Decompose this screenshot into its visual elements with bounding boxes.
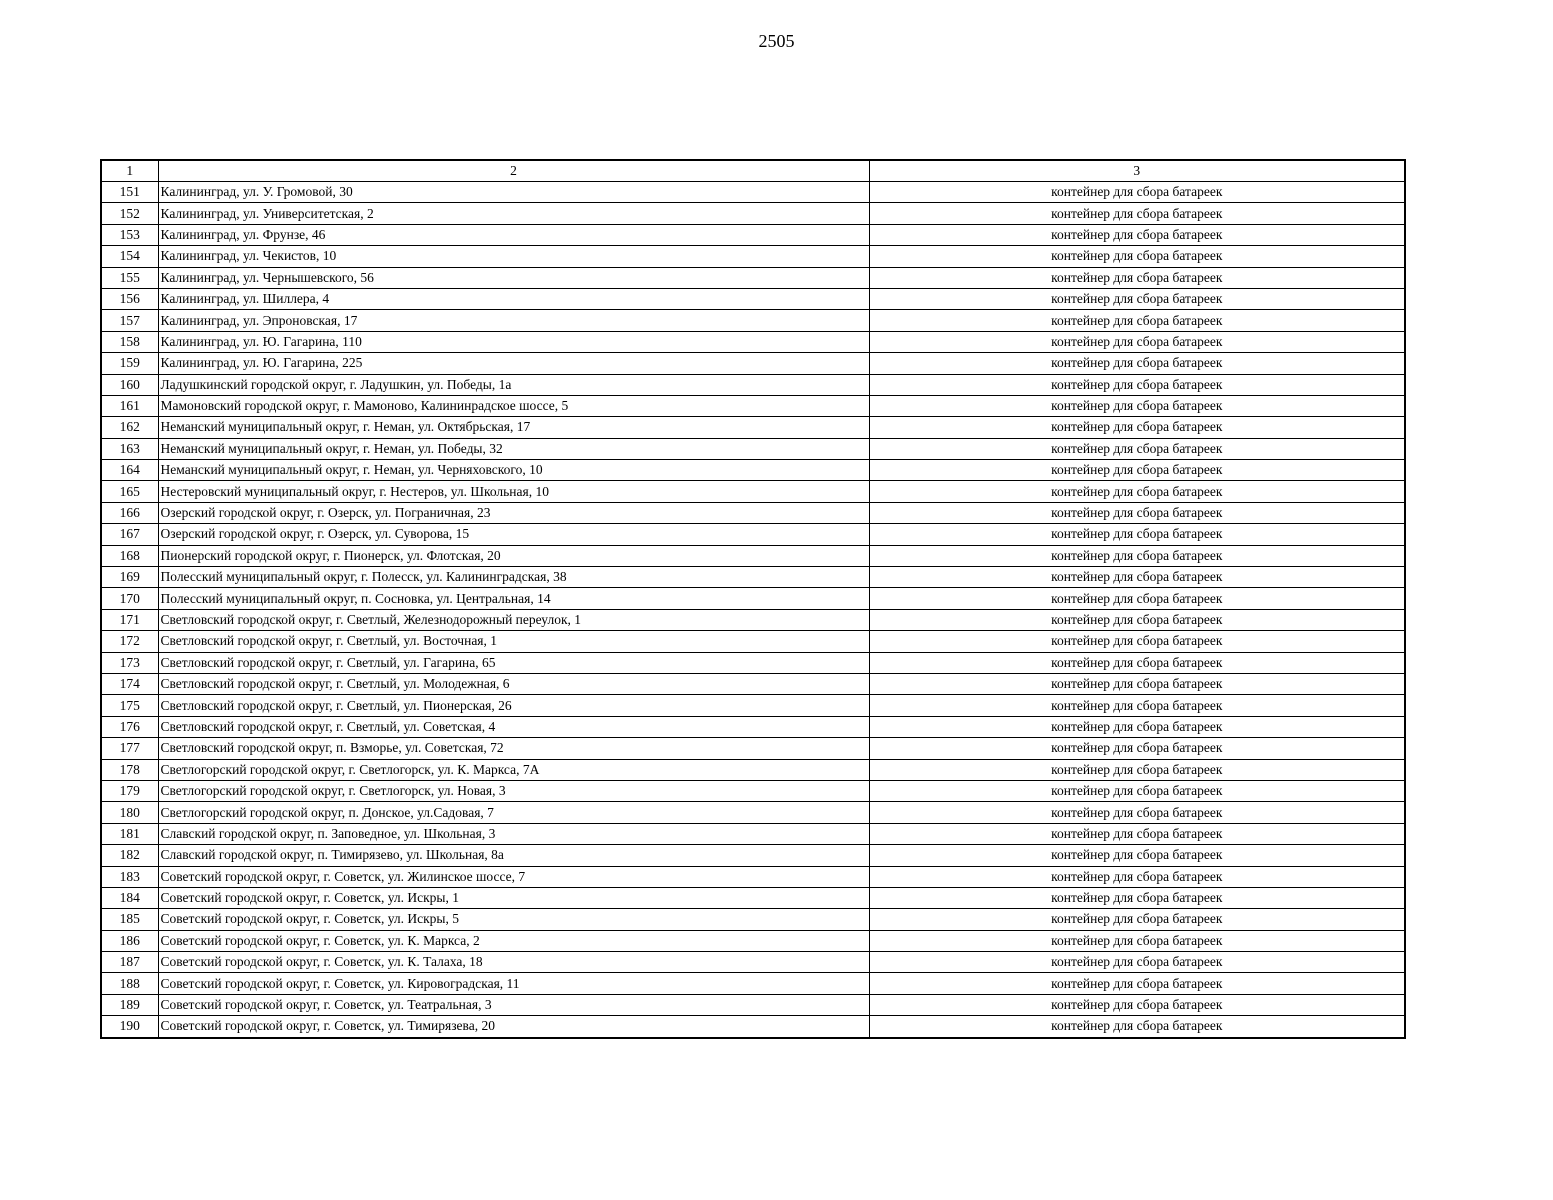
table-row	[101, 288, 1405, 309]
address-cell: Пионерский городской округ, г. Пионерск, ул. Флотская, 20	[158, 545, 869, 566]
column-number-1: 1	[101, 160, 158, 182]
item-type-cell: контейнер для сбора батареек	[869, 759, 1405, 780]
item-type-cell: контейнер для сбора батареек	[869, 460, 1405, 481]
address-cell: Калининград, ул. Эпроновская, 17	[158, 310, 869, 331]
row-number-cell: 182	[101, 845, 158, 866]
item-type-cell: контейнер для сбора батареек	[869, 845, 1405, 866]
table-row	[101, 374, 1405, 395]
table-row	[101, 952, 1405, 973]
row-number-cell: 168	[101, 545, 158, 566]
row-number-cell: 178	[101, 759, 158, 780]
row-number-cell: 169	[101, 567, 158, 588]
address-cell: Неманский муниципальный округ, г. Неман, ул. Черняховского, 10	[158, 460, 869, 481]
item-type-cell: контейнер для сбора батареек	[869, 588, 1405, 609]
table-row	[101, 246, 1405, 267]
row-number-cell: 177	[101, 738, 158, 759]
item-type-cell: контейнер для сбора батареек	[869, 524, 1405, 545]
address-cell: Светловский городской округ, г. Светлый, ул. Молодежная, 6	[158, 673, 869, 694]
row-number-cell: 184	[101, 887, 158, 908]
table-row	[101, 1016, 1405, 1038]
row-number-cell: 190	[101, 1016, 158, 1038]
row-number-cell: 167	[101, 524, 158, 545]
address-cell: Калининград, ул. Чернышевского, 56	[158, 267, 869, 288]
address-cell: Мамоновский городской округ, г. Мамоново, Калининрадское шоссе, 5	[158, 395, 869, 416]
row-number-cell: 186	[101, 930, 158, 951]
row-number-cell: 156	[101, 288, 158, 309]
address-cell: Озерский городской округ, г. Озерск, ул. Суворова, 15	[158, 524, 869, 545]
item-type-cell: контейнер для сбора батареек	[869, 887, 1405, 908]
item-type-cell: контейнер для сбора батареек	[869, 545, 1405, 566]
item-type-cell: контейнер для сбора батареек	[869, 417, 1405, 438]
address-cell: Неманский муниципальный округ, г. Неман, ул. Победы, 32	[158, 438, 869, 459]
address-cell: Полесский муниципальный округ, п. Сосновка, ул. Центральная, 14	[158, 588, 869, 609]
row-number-cell: 179	[101, 780, 158, 801]
row-number-cell: 163	[101, 438, 158, 459]
table-row	[101, 353, 1405, 374]
table-row	[101, 930, 1405, 951]
row-number-cell: 188	[101, 973, 158, 994]
item-type-cell: контейнер для сбора батареек	[869, 502, 1405, 523]
row-number-cell: 162	[101, 417, 158, 438]
item-type-cell: контейнер для сбора батареек	[869, 738, 1405, 759]
item-type-cell: контейнер для сбора батареек	[869, 780, 1405, 801]
item-type-cell: контейнер для сбора батареек	[869, 823, 1405, 844]
address-cell: Калининград, ул. Ю. Гагарина, 110	[158, 331, 869, 352]
address-cell: Советский городской округ, г. Советск, ул. Искры, 1	[158, 887, 869, 908]
table-row	[101, 203, 1405, 224]
address-cell: Светловский городской округ, г. Светлый, ул. Пионерская, 26	[158, 695, 869, 716]
row-number-cell: 181	[101, 823, 158, 844]
item-type-cell: контейнер для сбора батареек	[869, 331, 1405, 352]
row-number-cell: 176	[101, 716, 158, 737]
item-type-cell: контейнер для сбора батареек	[869, 182, 1405, 203]
address-cell: Славский городской округ, п. Тимирязево, ул. Школьная, 8а	[158, 845, 869, 866]
address-cell: Светловский городской округ, г. Светлый, ул. Восточная, 1	[158, 631, 869, 652]
item-type-cell: контейнер для сбора батареек	[869, 695, 1405, 716]
item-type-cell: контейнер для сбора батареек	[869, 930, 1405, 951]
item-type-cell: контейнер для сбора батареек	[869, 310, 1405, 331]
column-number-row	[101, 160, 1405, 182]
address-cell: Калининград, ул. Фрунзе, 46	[158, 224, 869, 245]
item-type-cell: контейнер для сбора батареек	[869, 438, 1405, 459]
table-row	[101, 823, 1405, 844]
table-row	[101, 438, 1405, 459]
address-cell: Светловский городской округ, п. Взморье, ул. Советская, 72	[158, 738, 869, 759]
column-number-3: 3	[869, 160, 1405, 182]
row-number-cell: 185	[101, 909, 158, 930]
address-cell: Калининград, ул. Университетская, 2	[158, 203, 869, 224]
item-type-cell: контейнер для сбора батареек	[869, 609, 1405, 630]
item-type-cell: контейнер для сбора батареек	[869, 203, 1405, 224]
table-row	[101, 845, 1405, 866]
address-cell: Советский городской округ, г. Советск, ул. К. Маркса, 2	[158, 930, 869, 951]
address-cell: Светлогорский городской округ, п. Донское, ул.Садовая, 7	[158, 802, 869, 823]
address-cell: Калининград, ул. Шиллера, 4	[158, 288, 869, 309]
item-type-cell: контейнер для сбора батареек	[869, 481, 1405, 502]
item-type-cell: контейнер для сбора батареек	[869, 224, 1405, 245]
address-cell: Советский городской округ, г. Советск, ул. Кировоградская, 11	[158, 973, 869, 994]
address-cell: Нестеровский муниципальный округ, г. Нестеров, ул. Школьная, 10	[158, 481, 869, 502]
item-type-cell: контейнер для сбора батареек	[869, 246, 1405, 267]
address-cell: Советский городской округ, г. Советск, ул. Жилинское шоссе, 7	[158, 866, 869, 887]
address-cell: Ладушкинский городской округ, г. Ладушкин, ул. Победы, 1а	[158, 374, 869, 395]
item-type-cell: контейнер для сбора батареек	[869, 1016, 1405, 1038]
item-type-cell: контейнер для сбора батареек	[869, 802, 1405, 823]
item-type-cell: контейнер для сбора батареек	[869, 716, 1405, 737]
row-number-cell: 173	[101, 652, 158, 673]
address-cell: Калининград, ул. Чекистов, 10	[158, 246, 869, 267]
table-row	[101, 588, 1405, 609]
row-number-cell: 171	[101, 609, 158, 630]
address-cell: Светловский городской округ, г. Светлый, ул. Гагарина, 65	[158, 652, 869, 673]
item-type-cell: контейнер для сбора батареек	[869, 909, 1405, 930]
address-cell: Калининград, ул. Ю. Гагарина, 225	[158, 353, 869, 374]
row-number-cell: 157	[101, 310, 158, 331]
row-number-cell: 172	[101, 631, 158, 652]
table-row	[101, 909, 1405, 930]
row-number-cell: 158	[101, 331, 158, 352]
row-number-cell: 187	[101, 952, 158, 973]
item-type-cell: контейнер для сбора батареек	[869, 673, 1405, 694]
item-type-cell: контейнер для сбора батареек	[869, 866, 1405, 887]
row-number-cell: 155	[101, 267, 158, 288]
table-row	[101, 866, 1405, 887]
item-type-cell: контейнер для сбора батареек	[869, 395, 1405, 416]
item-type-cell: контейнер для сбора батареек	[869, 952, 1405, 973]
item-type-cell: контейнер для сбора батареек	[869, 374, 1405, 395]
table-row	[101, 673, 1405, 694]
table-row	[101, 802, 1405, 823]
address-cell: Неманский муниципальный округ, г. Неман, ул. Октябрьская, 17	[158, 417, 869, 438]
item-type-cell: контейнер для сбора батареек	[869, 994, 1405, 1015]
address-cell: Советский городской округ, г. Советск, ул. Театральная, 3	[158, 994, 869, 1015]
row-number-cell: 151	[101, 182, 158, 203]
table-row	[101, 567, 1405, 588]
item-type-cell: контейнер для сбора батареек	[869, 567, 1405, 588]
table-row	[101, 224, 1405, 245]
address-cell: Светловский городской округ, г. Светлый, Железнодорожный переулок, 1	[158, 609, 869, 630]
table-row	[101, 780, 1405, 801]
row-number-cell: 165	[101, 481, 158, 502]
table-row	[101, 395, 1405, 416]
row-number-cell: 153	[101, 224, 158, 245]
table-row	[101, 502, 1405, 523]
row-number-cell: 159	[101, 353, 158, 374]
address-cell: Светлогорский городской округ, г. Светлогорск, ул. К. Маркса, 7А	[158, 759, 869, 780]
address-cell: Советский городской округ, г. Советск, ул. Тимирязева, 20	[158, 1016, 869, 1038]
item-type-cell: контейнер для сбора батареек	[869, 631, 1405, 652]
table-row	[101, 759, 1405, 780]
table-row	[101, 716, 1405, 737]
row-number-cell: 154	[101, 246, 158, 267]
table-row	[101, 481, 1405, 502]
row-number-cell: 161	[101, 395, 158, 416]
registry-table	[100, 159, 1406, 1039]
table-row	[101, 267, 1405, 288]
table-row	[101, 887, 1405, 908]
table-row	[101, 973, 1405, 994]
item-type-cell: контейнер для сбора батареек	[869, 288, 1405, 309]
registry-table-body	[101, 160, 1405, 1038]
table-row	[101, 994, 1405, 1015]
table-row	[101, 331, 1405, 352]
page-number: 2505	[758, 31, 795, 51]
column-number-2: 2	[158, 160, 869, 182]
address-cell: Светловский городской округ, г. Светлый, ул. Советская, 4	[158, 716, 869, 737]
row-number-cell: 170	[101, 588, 158, 609]
address-cell: Калининград, ул. У. Громовой, 30	[158, 182, 869, 203]
row-number-cell: 183	[101, 866, 158, 887]
table-row	[101, 182, 1405, 203]
row-number-cell: 175	[101, 695, 158, 716]
item-type-cell: контейнер для сбора батареек	[869, 973, 1405, 994]
table-row	[101, 310, 1405, 331]
row-number-cell: 180	[101, 802, 158, 823]
item-type-cell: контейнер для сбора батареек	[869, 652, 1405, 673]
table-row	[101, 524, 1405, 545]
row-number-cell: 164	[101, 460, 158, 481]
address-cell: Советский городской округ, г. Советск, ул. К. Талаха, 18	[158, 952, 869, 973]
table-row	[101, 695, 1405, 716]
table-row	[101, 609, 1405, 630]
address-cell: Советский городской округ, г. Советск, ул. Искры, 5	[158, 909, 869, 930]
row-number-cell: 174	[101, 673, 158, 694]
table-row	[101, 631, 1405, 652]
item-type-cell: контейнер для сбора батареек	[869, 353, 1405, 374]
table-row	[101, 738, 1405, 759]
item-type-cell: контейнер для сбора батареек	[869, 267, 1405, 288]
address-cell: Озерский городской округ, г. Озерск, ул. Пограничная, 23	[158, 502, 869, 523]
table-row	[101, 545, 1405, 566]
table-row	[101, 417, 1405, 438]
address-cell: Светлогорский городской округ, г. Светлогорск, ул. Новая, 3	[158, 780, 869, 801]
address-cell: Полесский муниципальный округ, г. Полесск, ул. Калининградская, 38	[158, 567, 869, 588]
table-row	[101, 460, 1405, 481]
row-number-cell: 160	[101, 374, 158, 395]
row-number-cell: 189	[101, 994, 158, 1015]
row-number-cell: 166	[101, 502, 158, 523]
address-cell: Славский городской округ, п. Заповедное, ул. Школьная, 3	[158, 823, 869, 844]
row-number-cell: 152	[101, 203, 158, 224]
table-row	[101, 652, 1405, 673]
